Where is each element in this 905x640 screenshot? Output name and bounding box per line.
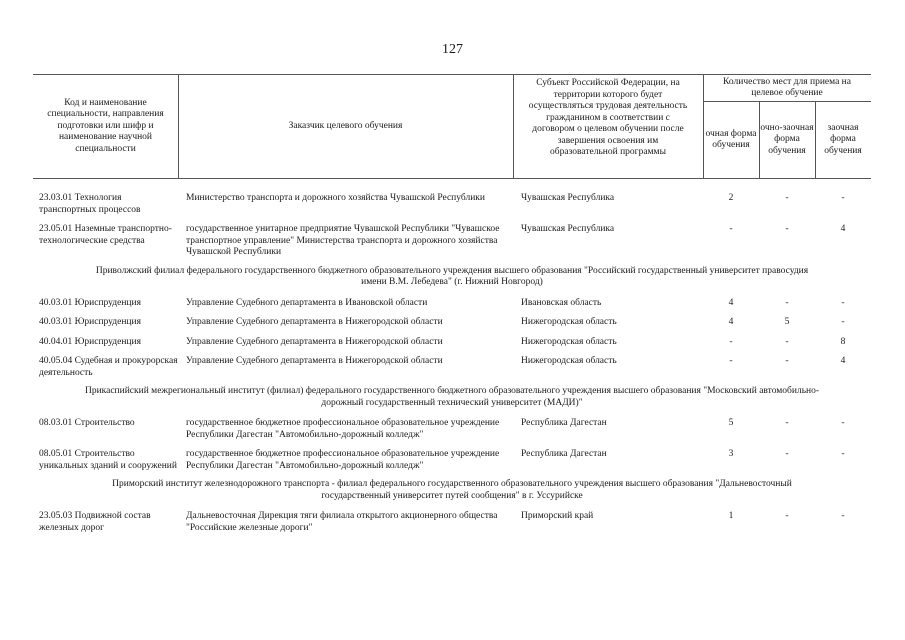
- cell-part-time: -: [785, 449, 789, 459]
- cell-customer: государственное унитарное предприятие Чувашской Республики "Чувашское транспортное управление" Министерства транспорта и дорожного хозяйства Чувашской Республики: [186, 224, 500, 257]
- table-row: [33, 191, 871, 222]
- target-training-table: [33, 74, 871, 540]
- table-row: [33, 416, 871, 447]
- header-customer: Заказчик целевого обучения: [288, 120, 403, 131]
- table-row: [33, 315, 871, 335]
- header-code: Код и наименование специальности, направления подготовки или шифр и наименование научной специальности: [47, 97, 164, 154]
- header-part-time: очно-заочная форма обучения: [760, 122, 814, 156]
- cell-customer: Министерство транспорта и дорожного хозяйства Чувашской Республики: [186, 193, 485, 203]
- cell-full-time: 2: [728, 193, 734, 203]
- cell-full-time: 4: [728, 317, 734, 327]
- cell-distance: -: [841, 193, 845, 203]
- cell-part-time: -: [785, 224, 789, 234]
- header-subject: Субъект Российской Федерации, на территории которого будет осуществляться трудовая деятельность гражданином в соответствии с договором о целевом обучении после завершения освоения им образовательной программы: [528, 78, 688, 157]
- cell-distance: -: [841, 418, 845, 428]
- cell-subject: Республика Дагестан: [521, 449, 607, 459]
- cell-distance: -: [841, 449, 845, 459]
- header-quantity: Количество мест для приема на целевое обучение: [703, 75, 871, 102]
- cell-full-time: -: [729, 224, 733, 234]
- cell-part-time: -: [785, 193, 789, 203]
- section-title: Прикаспийский межрегиональный институт (филиал) федерального государственного бюджетного образовательного учреждения высшего образования "Московский автомобильно-дорожный государственный технический университет (МАДИ)": [84, 386, 820, 408]
- section-title: Приволжский филиал федерального государственного бюджетного образовательного учреждения высшего образования "Российский государственный университет правосудия имени В.М. Лебедева" (г. Нижний Новгород): [95, 265, 809, 287]
- cell-distance: -: [841, 297, 845, 308]
- cell-full-time: -: [729, 356, 733, 366]
- page-number: 127: [442, 42, 463, 57]
- cell-customer: Управление Судебного департамента в Ивановской области: [186, 297, 428, 308]
- cell-code: 08.03.01 Строительство: [39, 418, 135, 428]
- cell-code: 40.05.04 Судебная и прокурорская деятельность: [39, 356, 178, 378]
- header-distance: заочная форма обучения: [824, 122, 862, 156]
- cell-full-time: -: [729, 336, 733, 347]
- table-row: [33, 509, 871, 540]
- cell-subject: Ивановская область: [521, 297, 602, 308]
- cell-full-time: 1: [728, 511, 734, 521]
- cell-full-time: 5: [728, 418, 734, 428]
- table-row: [33, 296, 871, 316]
- cell-part-time: -: [785, 336, 789, 347]
- cell-distance: -: [841, 317, 845, 327]
- cell-part-time: -: [785, 511, 789, 521]
- cell-code: 40.04.01 Юриспруденция: [39, 336, 141, 347]
- table-row: [33, 447, 871, 478]
- cell-code: 23.03.01 Технология транспортных процессов: [39, 193, 141, 215]
- table-row: [33, 222, 871, 265]
- cell-distance: -: [841, 511, 845, 521]
- cell-subject: Республика Дагестан: [521, 418, 607, 428]
- cell-distance: 4: [840, 224, 846, 234]
- cell-subject: Чувашская Республика: [521, 193, 615, 203]
- table-row: [33, 335, 871, 355]
- cell-code: 23.05.01 Наземные транспортно-технологические средства: [39, 224, 172, 246]
- cell-part-time: 5: [784, 317, 790, 327]
- table-header: [33, 74, 871, 179]
- header-full-time: очная форма обучения: [705, 128, 757, 150]
- cell-customer: Управление Судебного департамента в Нижегородской области: [186, 336, 443, 347]
- cell-customer: государственное бюджетное профессиональное образовательное учреждение Республики Дагестан "Автомобильно-дорожный колледж": [186, 418, 500, 440]
- cell-subject: Нижегородская область: [521, 336, 617, 347]
- cell-subject: Приморский край: [521, 511, 594, 521]
- cell-customer: государственное бюджетное профессиональное образовательное учреждение Республики Дагестан "Автомобильно-дорожный колледж": [186, 449, 500, 471]
- table-body: [33, 179, 871, 540]
- cell-customer: Управление Судебного департамента в Нижегородской области: [186, 317, 443, 327]
- cell-code: 08.05.01 Строительство уникальных зданий и сооружений: [39, 449, 177, 471]
- cell-part-time: -: [785, 297, 789, 308]
- cell-full-time: 4: [728, 297, 734, 308]
- cell-distance: 4: [840, 356, 846, 366]
- cell-code: 40.03.01 Юриспруденция: [39, 317, 141, 327]
- cell-code: 23.05.03 Подвижной состав железных дорог: [39, 511, 151, 533]
- section-title: Приморский институт железнодорожного транспорта - филиал федерального государственного образовательного учреждения высшего образования "Дальневосточный государственный университет путей сообщения" в г. Уссурийске: [112, 479, 792, 501]
- cell-full-time: 3: [728, 449, 734, 459]
- cell-subject: Нижегородская область: [521, 317, 617, 327]
- cell-part-time: -: [785, 356, 789, 366]
- cell-subject: Чувашская Республика: [521, 224, 615, 234]
- cell-code: 40.03.01 Юриспруденция: [39, 297, 141, 308]
- cell-customer: Управление Судебного департамента в Нижегородской области: [186, 356, 443, 366]
- cell-distance: 8: [840, 336, 846, 347]
- cell-part-time: -: [785, 418, 789, 428]
- cell-subject: Нижегородская область: [521, 356, 617, 366]
- table-row: [33, 354, 871, 385]
- cell-customer: Дальневосточная Дирекция тяги филиала открытого акционерного общества "Российские железные дороги": [186, 511, 498, 533]
